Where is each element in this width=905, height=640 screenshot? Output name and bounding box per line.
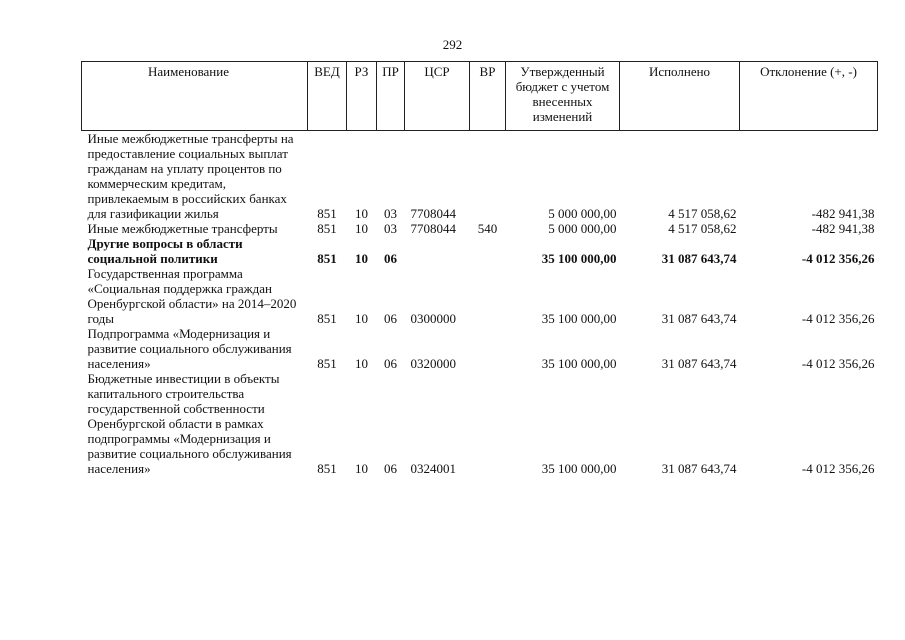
- cell-vr: [470, 326, 506, 371]
- cell-pr: 06: [384, 311, 397, 326]
- cell-ved: 851: [317, 206, 337, 221]
- header-approved: Утвержденный бюджет с учетом внесенных изменений: [506, 62, 620, 131]
- table-row: [82, 131, 878, 222]
- cell-pr: 06: [384, 461, 397, 476]
- cell-deviation: -4 012 356,26: [801, 356, 875, 371]
- cell-ved: 851: [317, 251, 337, 266]
- table-row: [82, 266, 878, 326]
- cell-executed: 4 517 058,62: [668, 221, 737, 236]
- cell-ved: 851: [317, 221, 337, 236]
- cell-ved: 851: [317, 356, 337, 371]
- cell-approved: 35 100 000,00: [541, 461, 617, 476]
- header-executed: Исполнено: [620, 62, 740, 131]
- cell-name: Иные межбюджетные трансферты на предоставление социальных выплат гражданам на уплату процентов по коммерческим кредитам, привлекаемым в российских банках для газификации жилья: [87, 131, 294, 221]
- cell-ved: 851: [317, 311, 337, 326]
- cell-approved: 5 000 000,00: [548, 221, 617, 236]
- header-name: Наименование: [82, 62, 308, 131]
- cell-rz: 10: [355, 311, 368, 326]
- cell-rz: 10: [355, 461, 368, 476]
- cell-pr: 03: [384, 221, 397, 236]
- cell-approved: 35 100 000,00: [541, 311, 617, 326]
- table-row: [82, 236, 878, 266]
- cell-rz: 10: [355, 206, 368, 221]
- cell-approved: 5 000 000,00: [548, 206, 617, 221]
- cell-deviation: -4 012 356,26: [801, 311, 875, 326]
- cell-pr: 06: [384, 356, 397, 371]
- cell-executed: 31 087 643,74: [661, 461, 737, 476]
- table-header: [82, 62, 878, 131]
- cell-vr: [470, 131, 506, 222]
- cell-executed: 31 087 643,74: [661, 311, 737, 326]
- cell-csr: 0324001: [410, 461, 456, 476]
- header-deviation: Отклонение (+, -): [740, 62, 878, 131]
- cell-rz: 10: [355, 221, 368, 236]
- cell-ved: 851: [317, 461, 337, 476]
- cell-approved: 35 100 000,00: [541, 251, 617, 266]
- header-csr: ЦСР: [405, 62, 470, 131]
- header-vr: ВР: [470, 62, 506, 131]
- cell-pr: 06: [384, 251, 397, 266]
- cell-vr: [470, 371, 506, 476]
- budget-table: [81, 61, 878, 476]
- cell-approved: 35 100 000,00: [541, 356, 617, 371]
- cell-name: Иные межбюджетные трансферты: [87, 221, 278, 236]
- cell-rz: 10: [355, 356, 368, 371]
- header-ved: ВЕД: [308, 62, 347, 131]
- cell-deviation: -482 941,38: [811, 206, 875, 221]
- cell-csr: 0320000: [410, 356, 456, 371]
- cell-csr: 7708044: [410, 206, 456, 221]
- cell-csr: [405, 236, 470, 266]
- cell-name: Государственная программа «Социальная поддержка граждан Оренбургской области» на 2014–2020 годы: [87, 266, 297, 326]
- cell-pr: 03: [384, 206, 397, 221]
- cell-name: Другие вопросы в области социальной политики: [87, 236, 243, 266]
- cell-csr: 7708044: [410, 221, 456, 236]
- cell-executed: 31 087 643,74: [661, 356, 737, 371]
- cell-deviation: -4 012 356,26: [801, 461, 875, 476]
- page-number: 292: [442, 37, 463, 52]
- cell-vr: 540: [477, 221, 498, 236]
- table-row: [82, 371, 878, 476]
- cell-vr: [470, 266, 506, 326]
- table-row: [82, 221, 878, 236]
- cell-csr: 0300000: [410, 311, 456, 326]
- cell-executed: 4 517 058,62: [668, 206, 737, 221]
- cell-deviation: -482 941,38: [811, 221, 875, 236]
- cell-name: Подпрограмма «Модернизация и развитие социального обслуживания населения»: [87, 326, 292, 371]
- cell-name: Бюджетные инвестиции в объекты капитального строительства государственной собственности Оренбургской области в рамках подпрограммы «Модернизация и развитие социального обслуживания населения»: [87, 371, 292, 476]
- header-pr: ПР: [377, 62, 405, 131]
- cell-deviation: -4 012 356,26: [801, 251, 875, 266]
- table-body: [82, 131, 878, 477]
- cell-rz: 10: [355, 251, 368, 266]
- table-row: [82, 326, 878, 371]
- header-rz: РЗ: [347, 62, 377, 131]
- cell-executed: 31 087 643,74: [661, 251, 737, 266]
- cell-vr: [470, 236, 506, 266]
